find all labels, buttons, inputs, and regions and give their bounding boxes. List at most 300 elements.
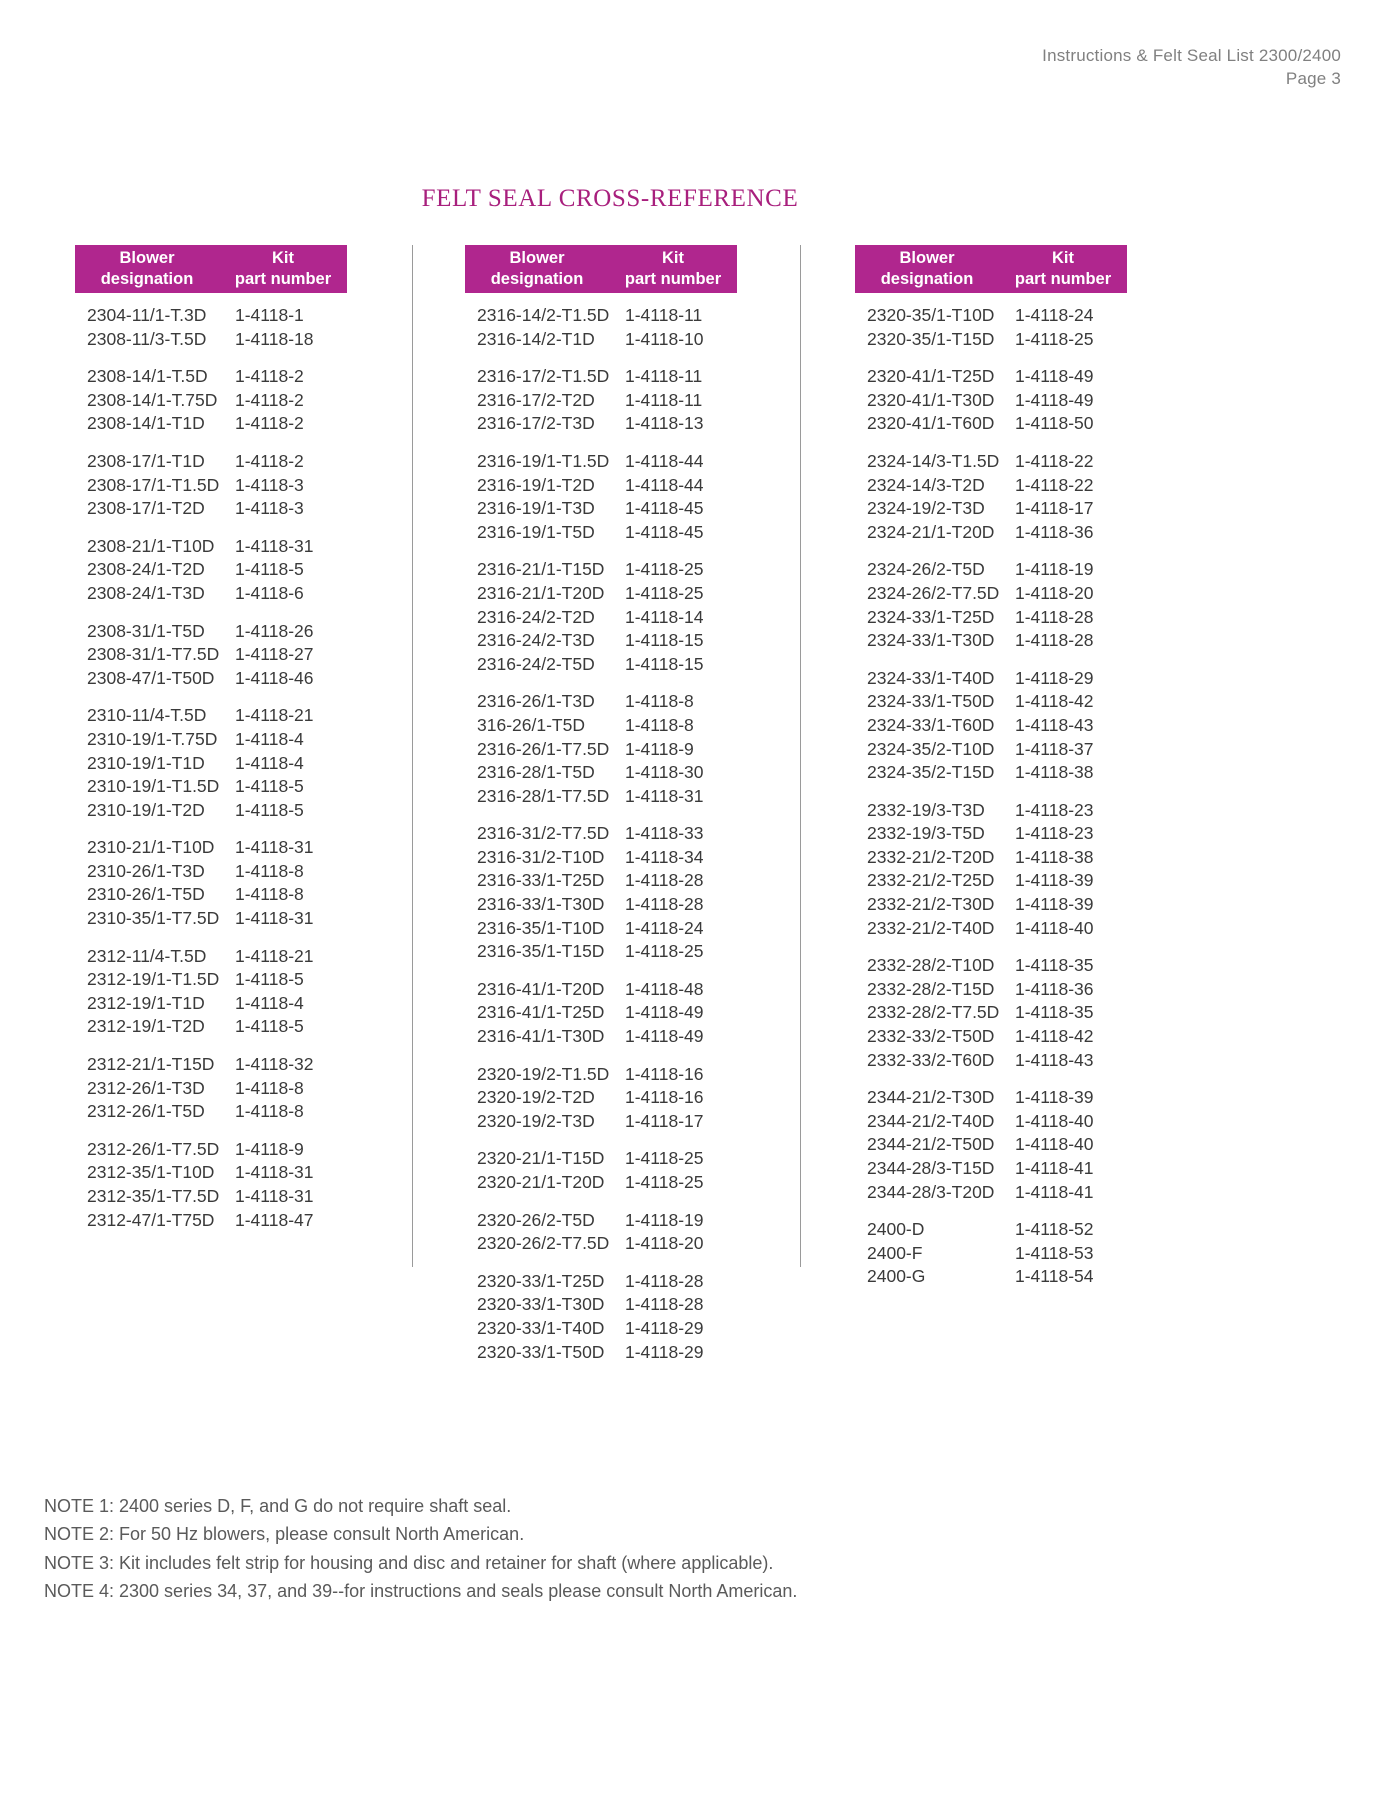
cell-blower-designation: 2312-19/1-T1D (87, 992, 205, 1013)
cell-kit-part-number: 1-4118-21 (235, 705, 314, 726)
table-row (465, 846, 805, 873)
cell-kit-part-number: 1-4118-25 (625, 1148, 704, 1169)
cell-blower-designation: 2312-19/1-T2D (87, 1016, 205, 1037)
table-row (465, 307, 805, 331)
table-row (855, 738, 1195, 765)
header-designation: designation (100, 270, 194, 288)
cell-kit-part-number: 1-4118-17 (1015, 498, 1094, 519)
table-row (855, 415, 1195, 439)
cell-kit-part-number: 1-4118-4 (235, 992, 304, 1013)
cell-kit-part-number: 1-4118-5 (235, 969, 304, 990)
cell-kit-part-number: 1-4118-31 (235, 837, 314, 858)
table-header-2 (465, 245, 737, 293)
table-row (75, 971, 415, 995)
cell-kit-part-number: 1-4118-15 (625, 653, 704, 674)
cell-blower-designation: 2312-35/1-T10D (87, 1162, 215, 1183)
cell-kit-part-number: 1-4118-31 (625, 785, 704, 806)
table-row (855, 978, 1195, 1005)
header-cell-kit (219, 245, 347, 293)
cell-blower-designation: 2400-G (867, 1266, 926, 1287)
header-part-number: part number (624, 270, 722, 288)
table-row (75, 620, 415, 647)
header-cell-designation (855, 245, 999, 293)
table-row (75, 1018, 415, 1042)
table-row (465, 368, 805, 392)
cell-blower-designation: 2316-14/2-T1D (477, 328, 595, 349)
cell-kit-part-number: 1-4118-20 (1015, 582, 1094, 603)
cell-blower-designation: 2316-24/2-T2D (477, 606, 595, 627)
header-part-number: part number (1014, 270, 1112, 288)
cell-kit-part-number: 1-4118-41 (1015, 1158, 1094, 1178)
header-kit: Kit (272, 249, 294, 268)
table-row (465, 917, 805, 944)
table-row (465, 825, 805, 849)
table-row (855, 1049, 1195, 1076)
cell-kit-part-number: 1-4118-49 (1015, 389, 1094, 410)
cell-kit-part-number: 1-4118-33 (625, 823, 704, 844)
cell-blower-designation: 2316-35/1-T15D (477, 941, 605, 962)
cell-blower-designation: 2312-35/1-T7.5D (87, 1186, 220, 1206)
cell-kit-part-number: 1-4118-50 (1015, 413, 1094, 434)
table-row (75, 1209, 415, 1236)
table-row (465, 1317, 805, 1344)
table-row (855, 307, 1195, 331)
table-row (75, 500, 415, 524)
table-row (75, 886, 415, 910)
cell-kit-part-number: 1-4118-8 (235, 884, 304, 905)
cell-kit-part-number: 1-4118-4 (235, 728, 304, 749)
cell-blower-designation: 2332-21/2-T25D (867, 870, 995, 891)
cell-kit-part-number: 1-4118-30 (625, 762, 704, 783)
table-row (465, 693, 805, 717)
cell-kit-part-number: 1-4118-8 (625, 714, 694, 735)
table-row (465, 1270, 805, 1297)
header-designation: designation (490, 270, 584, 288)
table-row (75, 368, 415, 392)
cell-blower-designation: 2316-31/2-T7.5D (477, 823, 610, 844)
table-row (855, 917, 1195, 944)
cell-blower-designation: 2324-19/2-T3D (867, 498, 985, 519)
table-column-3 (855, 245, 1195, 1292)
cell-kit-part-number: 1-4118-43 (1015, 714, 1094, 735)
cell-blower-designation: 2332-21/2-T40D (867, 917, 995, 938)
table-row (75, 992, 415, 1019)
cell-kit-part-number: 1-4118-1 (235, 305, 304, 325)
cell-blower-designation: 2308-47/1-T50D (87, 667, 215, 688)
cell-kit-part-number: 1-4118-22 (1015, 474, 1094, 495)
cell-blower-designation: 2324-26/2-T5D (867, 559, 985, 580)
table-row (465, 1063, 805, 1090)
table-rows-3 (855, 307, 1195, 1292)
cell-kit-part-number: 1-4118-46 (235, 667, 314, 688)
cell-blower-designation: 2332-19/3-T3D (867, 799, 985, 820)
cell-kit-part-number: 1-4118-44 (625, 474, 704, 495)
cell-kit-part-number: 1-4118-11 (625, 305, 703, 325)
cell-kit-part-number: 1-4118-54 (1015, 1266, 1094, 1287)
table-row (75, 474, 415, 501)
cell-kit-part-number: 1-4118-28 (1015, 606, 1094, 627)
table-row (465, 1150, 805, 1174)
cell-blower-designation: 2332-28/2-T7.5D (867, 1002, 1000, 1023)
table-row (75, 1164, 415, 1188)
cell-blower-designation: 2320-21/1-T20D (477, 1172, 605, 1192)
cell-kit-part-number: 1-4118-31 (235, 1162, 314, 1183)
table-row (855, 606, 1195, 633)
cell-kit-part-number: 1-4118-43 (1015, 1049, 1094, 1070)
cell-kit-part-number: 1-4118-28 (625, 1294, 704, 1315)
cell-kit-part-number: 1-4118-17 (625, 1110, 704, 1131)
cell-blower-designation: 2316-17/2-T1.5D (477, 366, 610, 387)
cell-kit-part-number: 1-4118-28 (625, 870, 704, 891)
header-blower: Blower (899, 249, 955, 268)
cell-kit-part-number: 1-4118-25 (1015, 328, 1094, 349)
cell-kit-part-number: 1-4118-5 (235, 799, 304, 820)
table-row (465, 1235, 805, 1259)
cell-blower-designation: 316-26/1-T5D (477, 714, 585, 735)
cell-kit-part-number: 1-4118-18 (235, 328, 314, 349)
cell-blower-designation: 2320-33/1-T40D (477, 1317, 605, 1338)
cell-blower-designation: 2316-17/2-T3D (477, 413, 595, 434)
cell-kit-part-number: 1-4118-16 (625, 1087, 704, 1108)
table-row (75, 535, 415, 562)
cell-blower-designation: 2312-47/1-T75D (87, 1209, 215, 1230)
cell-blower-designation: 2310-21/1-T10D (87, 837, 215, 858)
table-row (855, 1136, 1195, 1160)
table-row (465, 1296, 805, 1320)
cell-blower-designation: 2320-35/1-T15D (867, 328, 995, 349)
cell-kit-part-number: 1-4118-25 (625, 941, 704, 962)
header-cell-kit (609, 245, 737, 293)
cell-kit-part-number: 1-4118-3 (235, 498, 304, 519)
cell-blower-designation: 2316-21/1-T20D (477, 582, 605, 603)
cell-blower-designation: 2344-21/2-T30D (867, 1087, 995, 1108)
table-row (75, 860, 415, 887)
cell-blower-designation: 2320-19/2-T1.5D (477, 1063, 610, 1084)
table-column-1 (75, 245, 415, 1235)
cell-blower-designation: 2332-19/3-T5D (867, 823, 985, 844)
cell-kit-part-number: 1-4118-36 (1015, 521, 1094, 542)
cell-kit-part-number: 1-4118-5 (235, 776, 304, 797)
table-row (465, 872, 805, 896)
cell-kit-part-number: 1-4118-29 (625, 1341, 704, 1362)
cell-kit-part-number: 1-4118-2 (235, 450, 304, 471)
table-header-1 (75, 245, 347, 293)
cell-kit-part-number: 1-4118-45 (625, 498, 704, 519)
cell-kit-part-number: 1-4118-32 (235, 1054, 314, 1075)
cell-kit-part-number: 1-4118-49 (625, 1026, 704, 1047)
table-row (855, 450, 1195, 477)
header-kit: Kit (1052, 249, 1074, 268)
cell-blower-designation: 2316-21/1-T15D (477, 559, 605, 580)
table-row (855, 389, 1195, 416)
cell-blower-designation: 2320-41/1-T60D (867, 413, 995, 434)
cell-kit-part-number: 1-4118-25 (625, 1172, 704, 1192)
cell-kit-part-number: 1-4118-23 (1015, 799, 1094, 820)
cell-kit-part-number: 1-4118-44 (625, 450, 704, 471)
cell-kit-part-number: 1-4118-52 (1015, 1219, 1094, 1240)
cell-blower-designation: 2316-33/1-T25D (477, 870, 605, 891)
cell-kit-part-number: 1-4118-31 (235, 1186, 314, 1206)
cell-blower-designation: 2310-26/1-T3D (87, 860, 205, 881)
cell-blower-designation: 2316-41/1-T25D (477, 1002, 605, 1023)
cell-blower-designation: 2310-19/1-T1.5D (87, 776, 220, 797)
cell-blower-designation: 2344-21/2-T50D (867, 1134, 995, 1155)
cell-blower-designation: 2308-17/1-T2D (87, 498, 205, 519)
cell-blower-designation: 2320-19/2-T2D (477, 1087, 595, 1108)
table-row (855, 1004, 1195, 1028)
cell-kit-part-number: 1-4118-27 (235, 644, 314, 665)
cell-blower-designation: 2316-19/1-T5D (477, 521, 595, 542)
cell-kit-part-number: 1-4118-53 (1015, 1242, 1094, 1263)
cell-blower-designation: 2332-33/2-T60D (867, 1049, 995, 1070)
cell-blower-designation: 2308-24/1-T3D (87, 582, 205, 603)
cell-kit-part-number: 1-4118-39 (1015, 894, 1094, 915)
table-row (75, 752, 415, 779)
cell-kit-part-number: 1-4118-31 (235, 908, 314, 929)
table-row (465, 389, 805, 416)
table-row (75, 1188, 415, 1212)
table-row (855, 500, 1195, 524)
cell-kit-part-number: 1-4118-15 (625, 630, 704, 651)
table-row (75, 839, 415, 863)
table-row (465, 521, 805, 548)
table-row (75, 561, 415, 585)
cell-kit-part-number: 1-4118-23 (1015, 823, 1094, 844)
cell-kit-part-number: 1-4118-3 (235, 474, 304, 495)
cell-blower-designation: 2316-28/1-T5D (477, 762, 595, 783)
cell-blower-designation: 2312-26/1-T7.5D (87, 1138, 220, 1159)
table-row (75, 1056, 415, 1080)
cell-blower-designation: 2308-17/1-T1.5D (87, 474, 220, 495)
cell-kit-part-number: 1-4118-37 (1015, 738, 1094, 759)
cell-blower-designation: 2324-33/1-T50D (867, 691, 995, 712)
cell-blower-designation: 2332-21/2-T30D (867, 894, 995, 915)
table-row (75, 450, 415, 477)
cell-kit-part-number: 1-4118-10 (625, 328, 704, 349)
cell-blower-designation: 2320-26/2-T5D (477, 1209, 595, 1230)
cell-kit-part-number: 1-4118-5 (235, 559, 304, 580)
cell-kit-part-number: 1-4118-19 (625, 1209, 704, 1230)
cell-blower-designation: 2324-33/1-T25D (867, 606, 995, 627)
cell-blower-designation: 2332-21/2-T20D (867, 846, 995, 867)
table-row (855, 667, 1195, 694)
table-rows-1 (75, 307, 415, 1235)
table-row (465, 500, 805, 524)
cell-kit-part-number: 1-4118-29 (1015, 667, 1094, 688)
cell-blower-designation: 2324-21/1-T20D (867, 521, 995, 542)
table-row (465, 582, 805, 609)
cell-blower-designation: 2308-17/1-T1D (87, 450, 205, 471)
table-row (465, 474, 805, 501)
cell-kit-part-number: 1-4118-2 (235, 389, 304, 410)
cell-kit-part-number: 1-4118-39 (1015, 1087, 1094, 1108)
table-row (75, 799, 415, 826)
cell-blower-designation: 2310-19/1-T1D (87, 752, 205, 773)
table-row (75, 728, 415, 755)
cell-blower-designation: 2344-21/2-T40D (867, 1110, 995, 1131)
cell-kit-part-number: 1-4118-41 (1015, 1181, 1094, 1202)
cell-blower-designation: 2308-14/1-T1D (87, 413, 205, 434)
cell-blower-designation: 2324-33/1-T30D (867, 630, 995, 651)
cell-kit-part-number: 1-4118-40 (1015, 917, 1094, 938)
cell-blower-designation: 2312-26/1-T3D (87, 1077, 205, 1098)
cell-blower-designation: 2324-35/2-T10D (867, 738, 995, 759)
cell-kit-part-number: 1-4118-35 (1015, 1002, 1094, 1023)
cell-blower-designation: 2332-28/2-T15D (867, 978, 995, 999)
table-row (855, 1028, 1195, 1052)
table-row (465, 896, 805, 920)
header-blower: Blower (119, 249, 175, 268)
cell-blower-designation: 2310-19/1-T.75D (87, 728, 218, 749)
cell-blower-designation: 2324-33/1-T60D (867, 714, 995, 735)
table-row (855, 957, 1195, 981)
cell-kit-part-number: 1-4118-2 (235, 366, 304, 387)
note-line: NOTE 1: 2400 series D, F, and G do not require shaft seal. (44, 1496, 512, 1516)
table-row (855, 582, 1195, 609)
cell-blower-designation: 2320-21/1-T15D (477, 1148, 605, 1169)
cell-kit-part-number: 1-4118-8 (235, 1077, 304, 1098)
cell-kit-part-number: 1-4118-38 (1015, 846, 1094, 867)
cell-kit-part-number: 1-4118-22 (1015, 450, 1094, 471)
table-row (465, 561, 805, 585)
cell-kit-part-number: 1-4118-8 (235, 1101, 304, 1122)
cell-blower-designation: 2324-33/1-T40D (867, 667, 995, 688)
note-line: NOTE 3: Kit includes felt strip for housing and disc and retainer for shaft (where applicable). (44, 1552, 774, 1573)
header-cell-designation (75, 245, 219, 293)
cell-blower-designation: 2316-17/2-T2D (477, 389, 595, 410)
cell-blower-designation: 2400-F (867, 1242, 923, 1263)
cell-blower-designation: 2308-31/1-T5D (87, 620, 205, 641)
table-row (855, 896, 1195, 920)
table-row (855, 1221, 1195, 1245)
table-row (75, 1103, 415, 1127)
document-header (1042, 45, 1341, 91)
cross-reference-tables (0, 245, 1391, 1362)
table-row (75, 667, 415, 694)
header-blower: Blower (509, 249, 565, 268)
cell-kit-part-number: 1-4118-47 (235, 1209, 314, 1230)
cell-blower-designation: 2320-33/1-T50D (477, 1341, 605, 1362)
cell-kit-part-number: 1-4118-9 (235, 1138, 304, 1159)
cell-kit-part-number: 1-4118-14 (625, 606, 704, 627)
cell-kit-part-number: 1-4118-35 (1015, 955, 1094, 976)
cell-kit-part-number: 1-4118-38 (1015, 762, 1094, 783)
notes-section (44, 1492, 797, 1605)
cell-kit-part-number: 1-4118-13 (625, 413, 704, 434)
cell-blower-designation: 2312-19/1-T1.5D (87, 969, 220, 990)
cell-kit-part-number: 1-4118-25 (625, 582, 704, 603)
cell-blower-designation: 2344-28/3-T20D (867, 1181, 995, 1202)
cell-blower-designation: 2310-35/1-T7.5D (87, 908, 220, 929)
table-row (465, 632, 805, 656)
cell-blower-designation: 2316-41/1-T20D (477, 978, 605, 999)
table-row (465, 943, 805, 967)
table-row (465, 1174, 805, 1198)
table-row (465, 1110, 805, 1137)
note-line: NOTE 2: For 50 Hz blowers, please consult North American. (44, 1524, 525, 1545)
cell-kit-part-number: 1-4118-42 (1015, 691, 1094, 712)
table-row (855, 846, 1195, 873)
cell-kit-part-number: 1-4118-9 (625, 738, 694, 759)
table-row (75, 415, 415, 439)
page-number: Page 3 (1285, 68, 1341, 88)
header-cell-kit (999, 245, 1127, 293)
table-row (465, 738, 805, 765)
cell-blower-designation: 2316-26/1-T7.5D (477, 738, 610, 759)
table-row (75, 945, 415, 972)
cell-blower-designation: 2332-33/2-T50D (867, 1026, 995, 1047)
cell-kit-part-number: 1-4118-28 (1015, 630, 1094, 651)
cell-blower-designation: 2400-D (867, 1219, 925, 1240)
cell-blower-designation: 2310-19/1-T2D (87, 799, 205, 820)
table-row (465, 1089, 805, 1113)
cell-blower-designation: 2324-14/3-T1.5D (867, 450, 1000, 471)
cell-blower-designation: 2310-26/1-T5D (87, 884, 205, 905)
table-row (855, 825, 1195, 849)
table-row (75, 707, 415, 731)
cell-blower-designation: 2316-19/1-T3D (477, 498, 595, 519)
cell-kit-part-number: 1-4118-24 (1015, 305, 1094, 325)
table-row (75, 307, 415, 331)
cell-blower-designation: 2320-41/1-T25D (867, 366, 995, 387)
cell-kit-part-number: 1-4118-48 (625, 978, 704, 999)
cell-blower-designation: 2310-11/4-T.5D (87, 705, 207, 726)
cell-blower-designation: 2324-35/2-T15D (867, 762, 995, 783)
table-row (75, 582, 415, 609)
table-row (75, 389, 415, 416)
cell-blower-designation: 2320-19/2-T3D (477, 1110, 595, 1131)
document-header-title: Instructions & Felt Seal List 2300/2400 (1042, 46, 1341, 65)
cell-kit-part-number: 1-4118-40 (1015, 1110, 1094, 1131)
cell-kit-part-number: 1-4118-2 (235, 413, 304, 434)
cell-kit-part-number: 1-4118-11 (625, 366, 703, 387)
cell-kit-part-number: 1-4118-21 (235, 945, 314, 966)
cell-kit-part-number: 1-4118-19 (1015, 559, 1094, 580)
cell-kit-part-number: 1-4118-39 (1015, 870, 1094, 891)
cell-blower-designation: 2320-35/1-T10D (867, 305, 995, 325)
table-rows-2 (465, 307, 805, 1367)
table-row (465, 450, 805, 477)
cell-kit-part-number: 1-4118-4 (235, 752, 304, 773)
table-row (855, 1110, 1195, 1137)
cell-blower-designation: 2308-21/1-T10D (87, 535, 215, 556)
header-kit: Kit (662, 249, 684, 268)
cell-kit-part-number: 1-4118-5 (235, 1016, 304, 1037)
cell-blower-designation: 2320-26/2-T7.5D (477, 1233, 610, 1254)
table-row (75, 328, 415, 355)
table-row (855, 328, 1195, 355)
table-row (855, 693, 1195, 717)
table-row (465, 653, 805, 680)
cell-blower-designation: 2316-26/1-T3D (477, 691, 595, 712)
cell-blower-designation: 2324-26/2-T7.5D (867, 582, 1000, 603)
cell-kit-part-number: 1-4118-25 (625, 559, 704, 580)
table-row (855, 1160, 1195, 1184)
table-row (855, 714, 1195, 741)
header-part-number: part number (234, 270, 332, 288)
cell-blower-designation: 2344-28/3-T15D (867, 1158, 995, 1178)
table-row (855, 1268, 1195, 1292)
table-row (855, 521, 1195, 548)
cell-blower-designation: 2316-19/1-T1.5D (477, 450, 610, 471)
cell-blower-designation: 2332-28/2-T10D (867, 955, 995, 976)
table-row (855, 368, 1195, 392)
cell-blower-designation: 2308-11/3-T.5D (87, 328, 207, 349)
table-row (75, 778, 415, 802)
cell-blower-designation: 2312-26/1-T5D (87, 1101, 205, 1122)
cell-kit-part-number: 1-4118-11 (625, 389, 703, 410)
table-row (465, 978, 805, 1005)
